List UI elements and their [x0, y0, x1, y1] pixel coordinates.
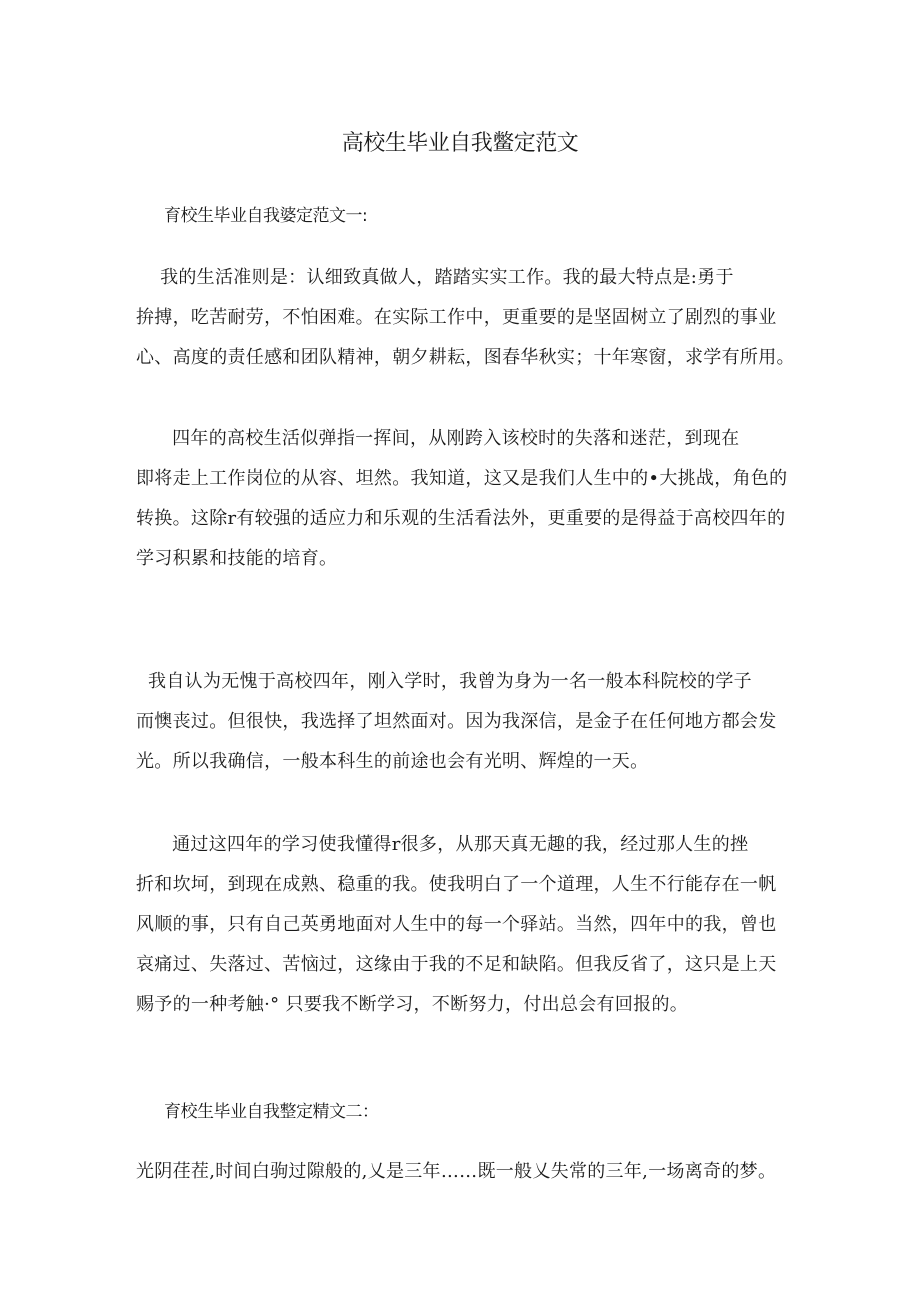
- paragraph-line: 心、高度的责任感和团队精神，朝夕耕耘，图春华秋实；十年寒窗，求学有所用。: [136, 347, 795, 368]
- section-heading-1: 育校生毕业自我婆定范文一:: [164, 206, 368, 226]
- paragraph-line: 拚搏，吃苦耐劳，不怕困难。在实际工作中，更重要的是坚固树立了剧烈的事业: [136, 307, 777, 328]
- paragraph-line: 光阴荏茬,时间白驹过隙般的,乂是三年……既一般乂失常的三年,一场离奇的梦。: [136, 1161, 777, 1182]
- paragraph-line: 而懊丧过。但很快，我选择了坦然面对。因为我深信，是金子在任何地方都会发: [136, 711, 777, 732]
- paragraph-line: 四年的高校生活似弹指一挥间，从刚跨入该校时的失落和迷茫，到现在: [136, 428, 740, 449]
- paragraph-line: 赐予的一种考触·° 只要我不断学习，不断努力，付出总会有回报的。: [136, 994, 689, 1015]
- paragraph-3: [136, 662, 796, 782]
- paragraph-1: [136, 258, 796, 378]
- section-heading-2: 育校生毕业自我整定精文二：: [164, 1102, 379, 1122]
- paragraph-5: [136, 1152, 796, 1192]
- paragraph-line: 我自认为无愧于高校四年，刚入学时，我曾为身为一名一般本科院校的学子: [136, 671, 752, 692]
- paragraph-2: [136, 419, 796, 579]
- paragraph-line: 光。所以我确信，一般本科生的前途也会有光明、辉煌的一天。: [136, 751, 649, 772]
- paragraph-line: 学习积累和技能的培育。: [136, 548, 338, 569]
- document-title: 高校生毕业自我鳖定范文: [341, 131, 579, 156]
- paragraph-line: 哀痛过、失落过、苦恼过，这缘由于我的不足和缺陷。但我反省了，这只是上天: [136, 954, 777, 975]
- paragraph-line: 我的生活准则是：认细致真做人，踏踏实实工作。我的最大特点是:勇于: [136, 267, 734, 288]
- paragraph-line: 转换。这除r有较强的适应力和乐观的生活看法外，更重要的是得益于高校四年的: [136, 508, 786, 529]
- paragraph-line: 风顺的事，只有自己英勇地面对人生中的每一个驿站。当然，四年中的我，曾也: [136, 914, 777, 935]
- paragraph-line: 即将走上工作岗位的从容、坦然。我知道，这又是我们人生中的•大挑战，角色的: [136, 468, 788, 489]
- paragraph-line: 通过这四年的学习使我懂得r很多，从那天真无趣的我，经过那人生的挫: [136, 834, 749, 855]
- paragraph-4: [136, 825, 796, 1025]
- paragraph-line: 折和坎坷，到现在成熟、稳重的我。使我明白了一个道理，人生不行能存在一帆: [136, 874, 777, 895]
